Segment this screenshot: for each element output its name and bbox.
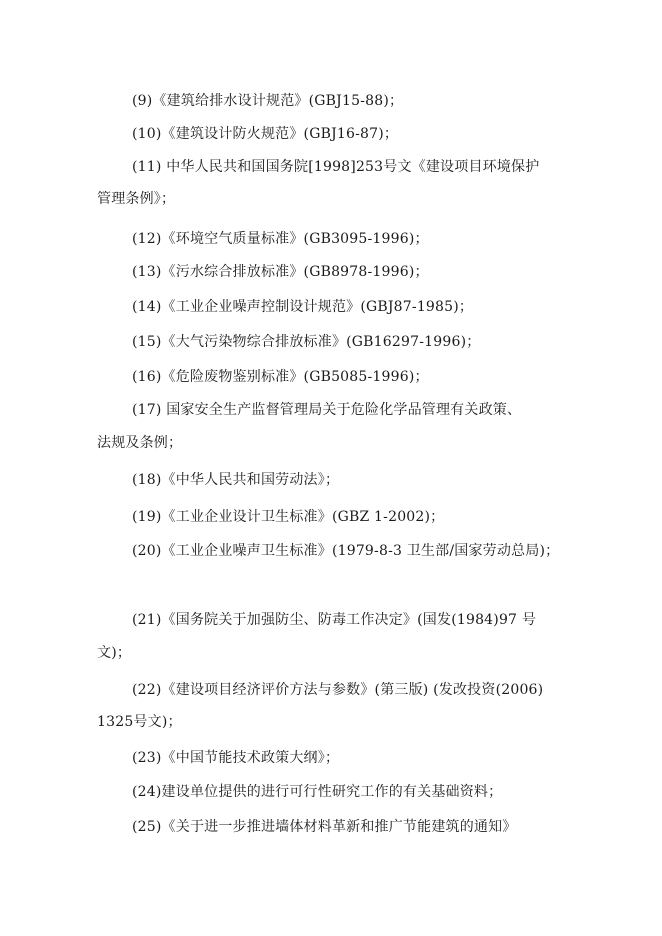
reference-item-15: (15)《大气污染物综合排放标准》(GB16297-1996)；	[132, 334, 481, 350]
reference-item-16: (16)《危险废物鉴别标准》(GB5085-1996)；	[132, 369, 429, 385]
reference-item-17: (17) 国家安全生产监督管理局关于危险化学品管理有关政策、	[132, 402, 522, 418]
reference-item-11-cont: 管理条例》；	[97, 191, 176, 207]
reference-item-24: (24)建设单位提供的进行可行性研究工作的有关基础资料；	[132, 784, 503, 800]
reference-item-25: (25)《关于进一步推进墙体材料革新和推广节能建筑的通知》	[132, 819, 517, 835]
reference-item-13: (13)《污水综合排放标准》(GB8978-1996)；	[132, 264, 429, 280]
reference-item-11: (11) 中华人民共和国国务院[1998]253号文《建设项目环境保护	[132, 159, 540, 175]
reference-item-22-cont: 1325号文)；	[97, 714, 182, 730]
reference-item-14: (14)《工业企业噪声控制设计规范》(GBJ87-1985)；	[132, 299, 474, 315]
reference-item-10: (10)《建筑设计防火规范》(GBJ16-87)；	[132, 126, 399, 142]
reference-item-20: (20)《工业企业噪声卫生标准》(1979-8-3 卫生部/国家劳动总局)；	[132, 543, 560, 559]
reference-item-21-cont: 文)；	[97, 645, 132, 661]
reference-item-23: (23)《中国节能技术政策大纲》；	[132, 750, 340, 766]
reference-item-12: (12)《环境空气质量标准》(GB3095-1996)；	[132, 231, 429, 247]
reference-item-19: (19)《工业企业设计卫生标准》(GBZ 1-2002)；	[132, 509, 445, 525]
reference-item-17-cont: 法规及条例；	[97, 435, 183, 451]
reference-item-22: (22)《建设项目经济评价方法与参数》(第三版) (发改投资(2006)	[132, 682, 544, 698]
reference-item-18: (18)《中华人民共和国劳动法》；	[132, 472, 340, 488]
reference-item-9: (9)《建筑给排水设计规范》(GBJ15-88)；	[132, 93, 404, 109]
reference-item-21: (21)《国务院关于加强防尘、防毒工作决定》(国发(1984)97 号	[132, 612, 537, 628]
